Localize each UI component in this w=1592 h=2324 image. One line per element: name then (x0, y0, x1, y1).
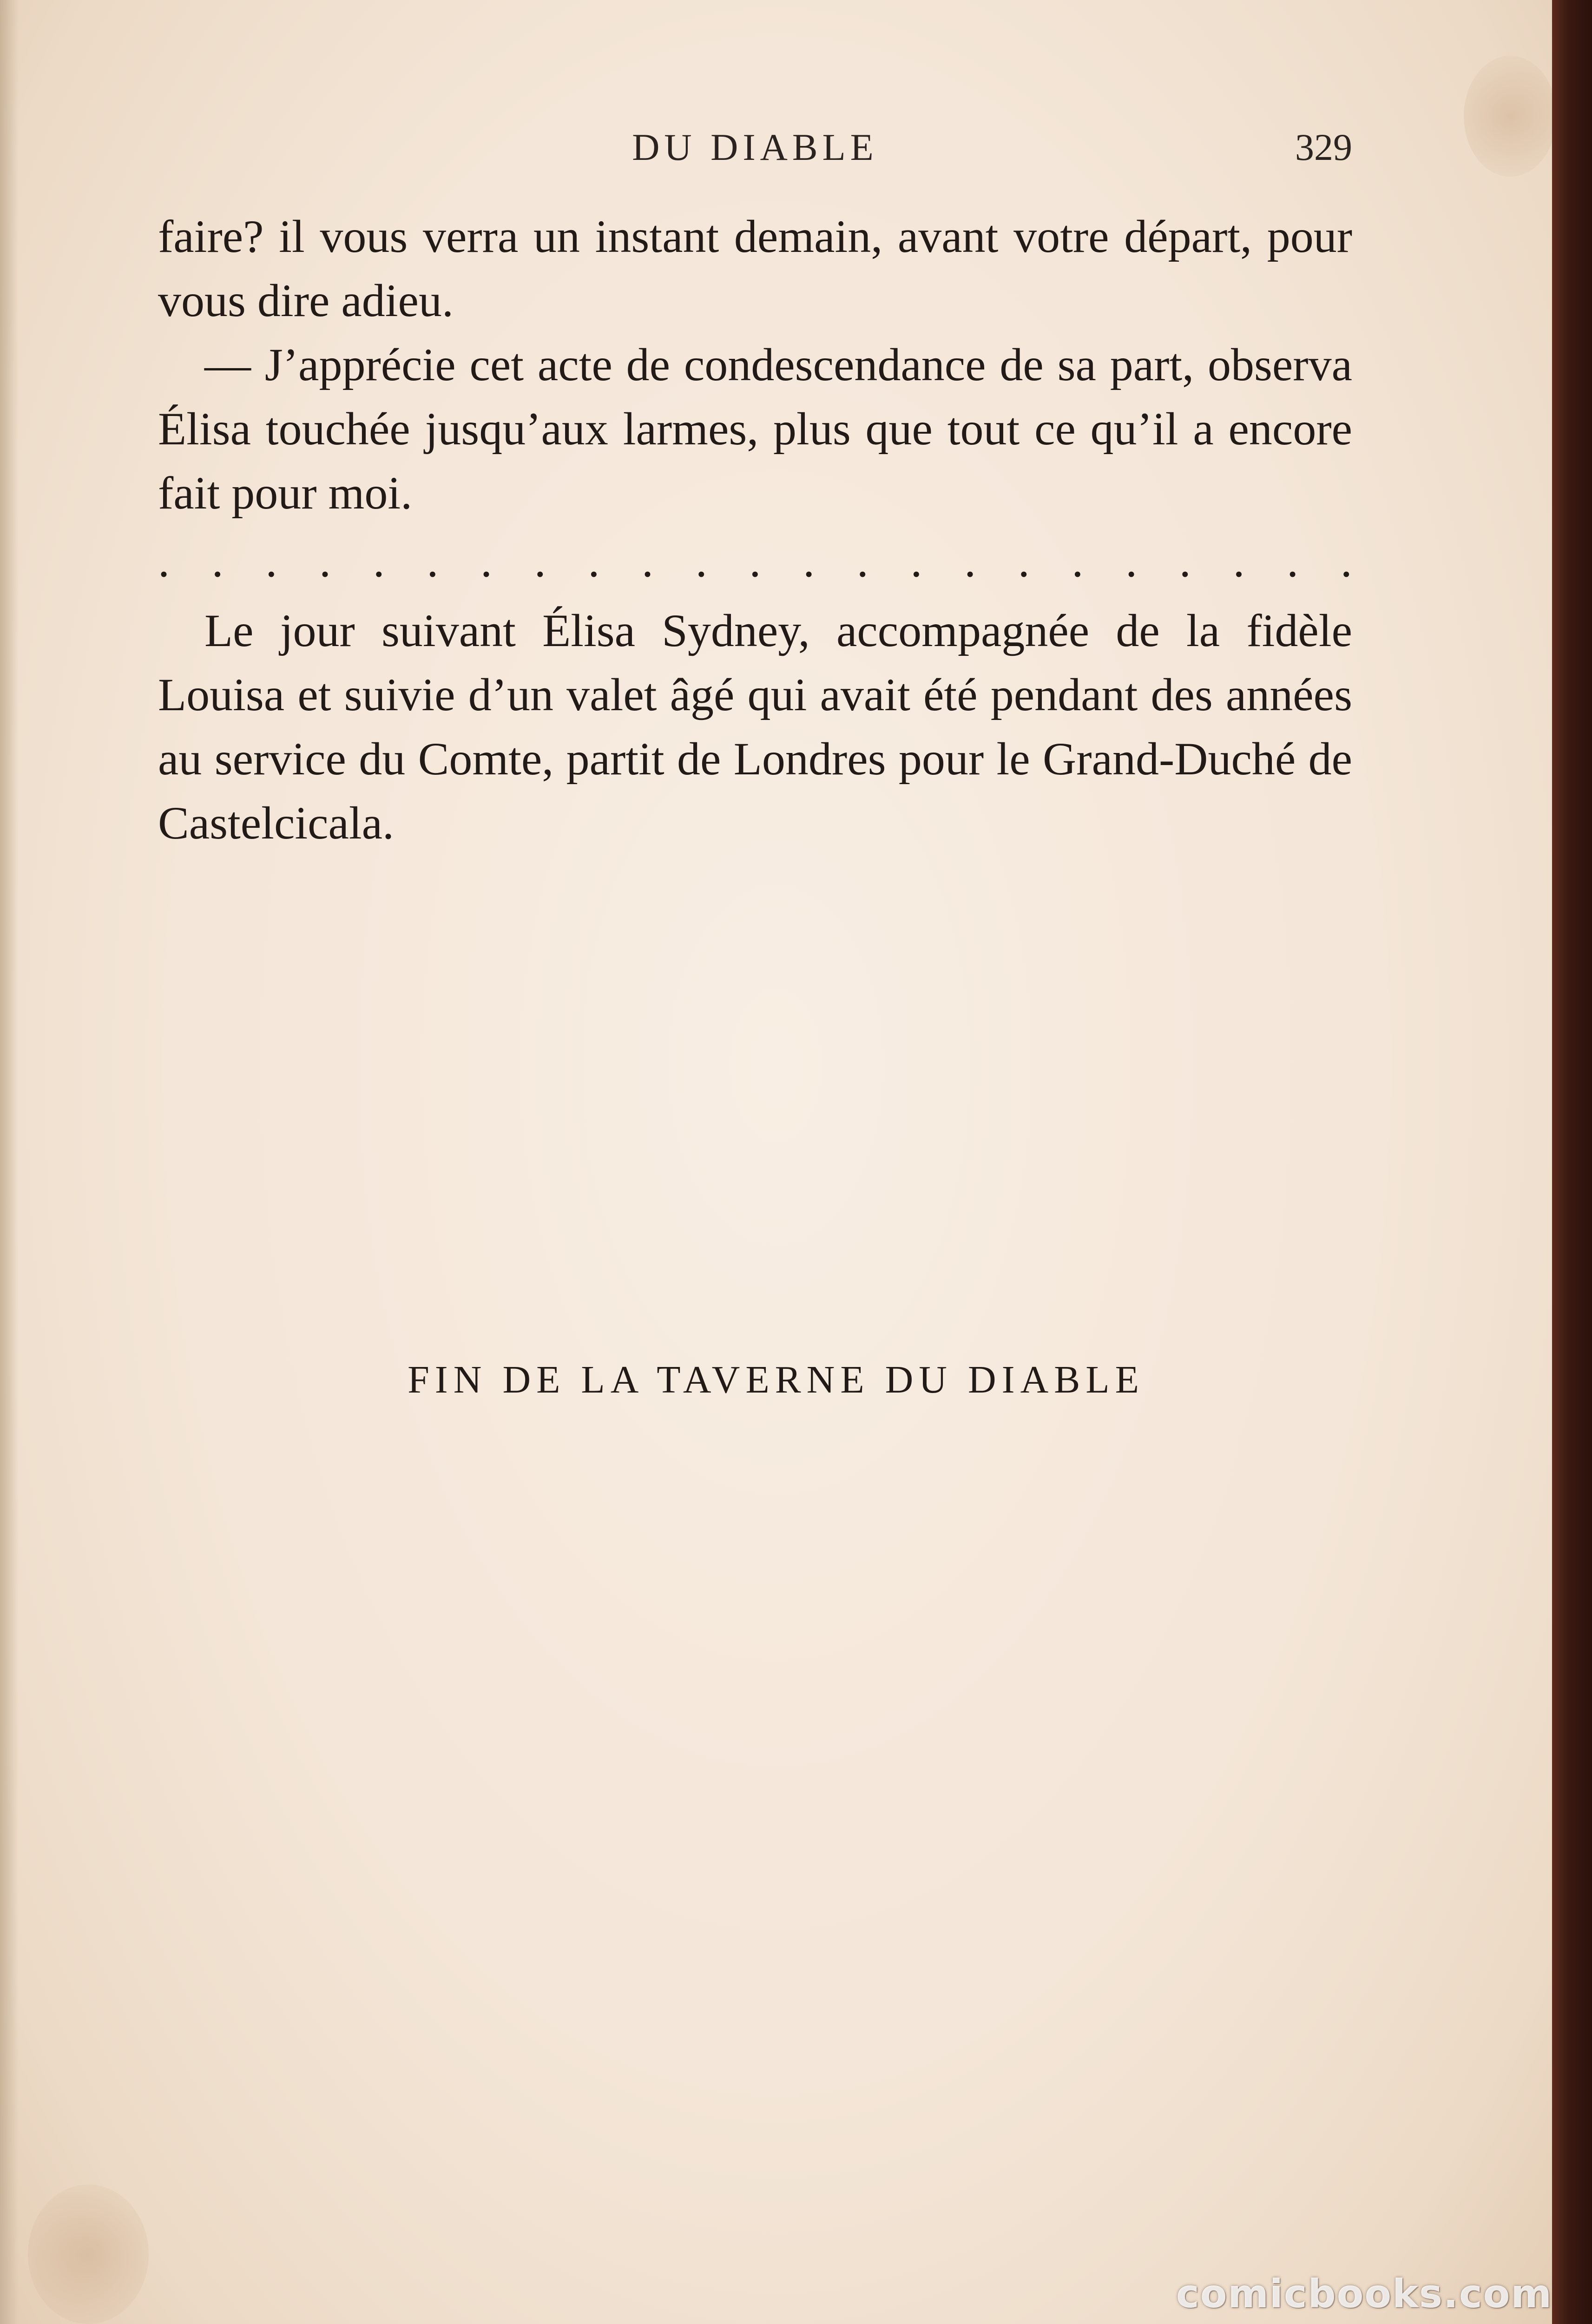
page-header (158, 125, 1352, 186)
paper-stain (1464, 56, 1557, 177)
ellipsis-separator: . . . . . . . . . . . . . . . . . . . . . . . (158, 535, 1352, 587)
page-number: 329 (1295, 126, 1352, 168)
book-spine (1552, 0, 1592, 2324)
body-text (158, 205, 1352, 855)
paragraph-continuation: faire? il vous verra un instant demain, avant votre départ, pour vous dire adieu. (158, 211, 1352, 326)
page-edge-shadow (0, 0, 19, 2324)
paragraph-narration: Le jour suivant Élisa Sydney, accompagnée de la fidèle Louisa et suivie d’un valet âgé qui avait été pendant des années au service du Comte, partit de Londres pour le Grand-Duché de Castelcicala. (158, 605, 1352, 849)
closing-line: FIN DE LA TAVERNE DU DIABLE (408, 1358, 1145, 1401)
paragraph-dialogue: — J’apprécie cet acte de condescendance de sa part, observa Élisa touchée jusqu’aux larmes, plus que tout ce qu’il a encore fait pour moi. (158, 339, 1352, 519)
running-head: DU DIABLE (632, 126, 878, 168)
paper-stain (28, 2185, 149, 2324)
watermark: comicbooks.com (1176, 2271, 1553, 2317)
